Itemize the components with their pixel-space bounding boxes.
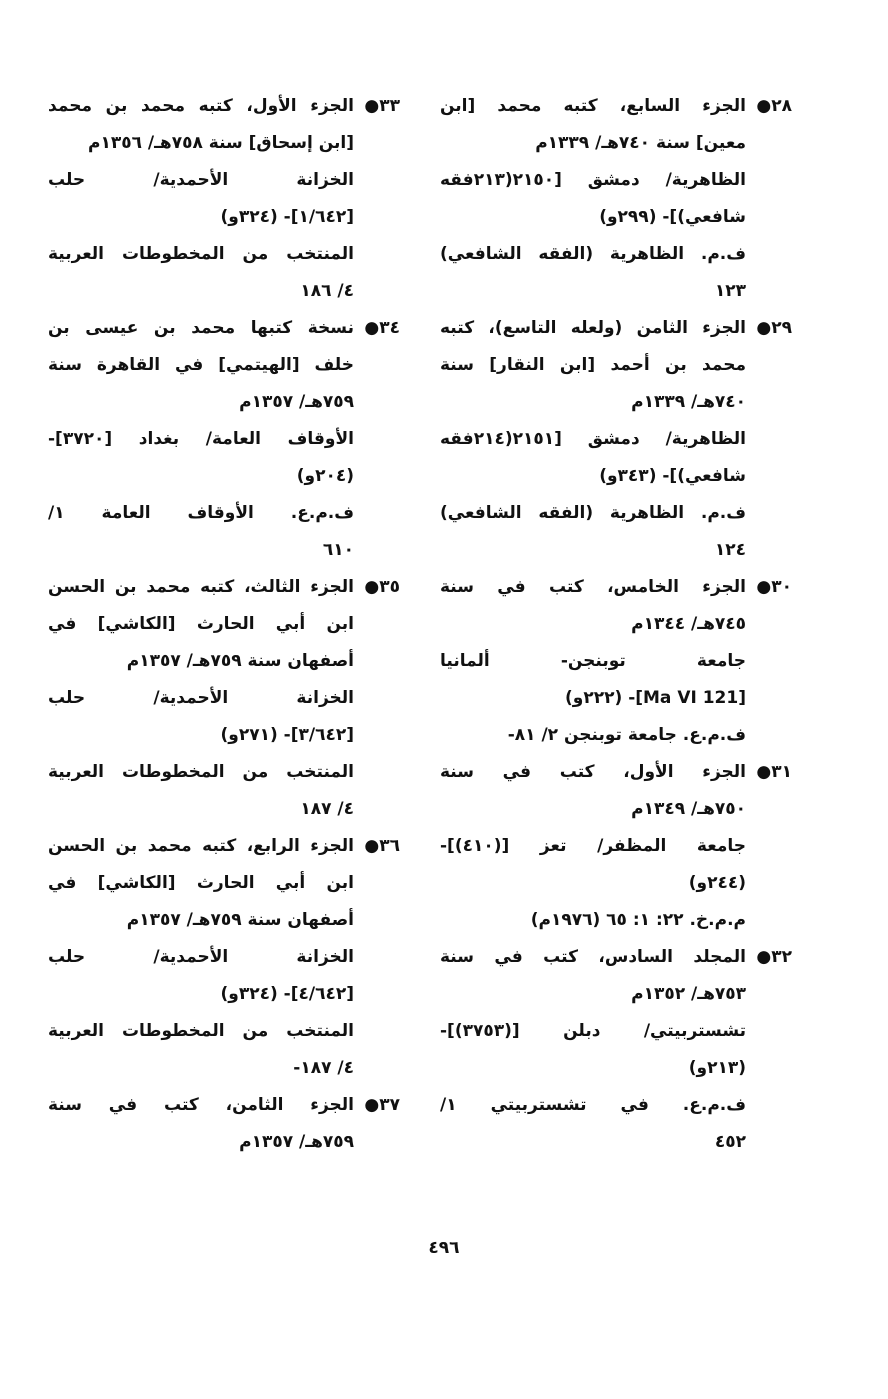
entry-line: الأوقاف العامة/ بغداد [٣٧٢٠]- [48, 429, 354, 449]
catalog-entry [440, 310, 792, 569]
entry-line: الجزء الخامس، كتب في سنة [440, 577, 746, 597]
entry-line: الخزانة الأحمدية/ حلب [48, 688, 354, 708]
entry-line: المنتخب من المخطوطات العربية [48, 244, 354, 264]
entry-line: محمد بن أحمد [ابن النقار] سنة [440, 355, 746, 375]
entry-line: معين] سنة ٧٤٠هـ/ ١٣٣٩م [535, 133, 746, 153]
right-column [440, 88, 792, 1161]
entry-line: ١٢٣ [714, 281, 746, 301]
entry-line: [ابن إسحاق] سنة ٧٥٨هـ/ ١٣٥٦م [87, 133, 354, 153]
entry-line: ٦١٠ [322, 540, 354, 560]
entry-line: [٣/٦٤٢]- (٢٧١و) [220, 725, 354, 745]
entry-line: الجزء الثامن (ولعله التاسع)، كتبه [440, 318, 746, 338]
entry-line: أصفهان سنة ٧٥٩هـ/ ١٣٥٧م [126, 651, 354, 671]
entry-line: المنتخب من المخطوطات العربية [48, 1021, 354, 1041]
entry-line: ٤/ ١٨٧- [293, 1058, 354, 1078]
entry-number: ٣٦● [364, 836, 400, 856]
entry-line: (٢٠٤و) [296, 466, 354, 486]
catalog-entry [48, 88, 400, 310]
entry-line: شافعي)]- (٢٩٩و) [599, 207, 746, 227]
entry-line: [١/٦٤٢]- (٣٢٤و) [220, 207, 354, 227]
entry-line: الظاهرية/ دمشق [٢١٥١(٢١٤فقه [440, 429, 746, 449]
entry-line: المجلد السادس، كتب في سنة [440, 947, 746, 967]
entry-number: ٣٢● [756, 947, 792, 967]
entry-line: ٧٤٥هـ/ ١٣٤٤م [631, 614, 746, 634]
entry-line: الجزء السابع، كتبه محمد [ابن [440, 96, 746, 116]
entry-line: الخزانة الأحمدية/ حلب [48, 170, 354, 190]
entry-line: ف.م. الظاهرية (الفقه الشافعي) [440, 244, 746, 264]
entry-line: م.م.خ. ٢٢: ١: ٦٥ (١٩٧٦م) [530, 910, 746, 930]
entry-line: [٤/٦٤٢]- (٣٢٤و) [220, 984, 354, 1004]
entry-line: الجزء الرابع، كتبه محمد بن الحسن [48, 836, 354, 856]
catalog-entry [48, 828, 400, 1087]
page-number: ٤٩٦ [428, 1238, 460, 1258]
catalog-entry [440, 939, 792, 1161]
entry-number: ٣٠● [756, 577, 792, 597]
left-column [48, 88, 400, 1161]
entry-line: الجزء الثالث، كتبه محمد بن الحسن [48, 577, 354, 597]
catalog-entry [440, 569, 792, 754]
entry-line: نسخة كتبها محمد بن عيسى بن [48, 318, 354, 338]
entry-line: الجزء الأول، كتب في سنة [440, 762, 746, 782]
entry-line: ابن أبي الحارث [الكاشي] في [48, 873, 354, 893]
entry-number: ٣٣● [364, 96, 400, 116]
entry-line: جامعة توبنجن- ألمانيا [440, 651, 746, 671]
entry-line: ٧٥٠هـ/ ١٣٤٩م [631, 799, 746, 819]
entry-line: المنتخب من المخطوطات العربية [48, 762, 354, 782]
entry-line: ف.م.ع. الأوقاف العامة ١/ [48, 503, 354, 523]
catalog-entry [48, 310, 400, 569]
entry-line: الجزء الثامن، كتب في سنة [48, 1095, 354, 1115]
entry-line: ٧٥٩هـ/ ١٣٥٧م [239, 1132, 354, 1152]
entry-line: شافعي)]- (٣٤٣و) [599, 466, 746, 486]
catalog-entry [48, 1087, 400, 1161]
entry-line: ٤٥٢ [714, 1132, 746, 1152]
entry-line: الظاهرية/ دمشق [٢١٥٠(٢١٣فقه [440, 170, 746, 190]
entry-line: ٤/ ١٨٦ [300, 281, 354, 301]
entry-number: ٣٤● [364, 318, 400, 338]
entry-number: ٣٥● [364, 577, 400, 597]
catalog-entry [440, 754, 792, 939]
entry-line: خلف [الهيتمي] في القاهرة سنة [48, 355, 354, 375]
entry-line: ٧٤٠هـ/ ١٣٣٩م [631, 392, 746, 412]
entry-line: ٤/ ١٨٧ [300, 799, 354, 819]
entry-number: ٣١● [756, 762, 792, 782]
entry-line: أصفهان سنة ٧٥٩هـ/ ١٣٥٧م [126, 910, 354, 930]
entry-line: [Ma VI 121]- (٢٢٢و) [565, 688, 746, 708]
entry-line: ٧٥٣هـ/ ١٣٥٢م [631, 984, 746, 1004]
entry-line: الجزء الأول، كتبه محمد بن محمد [48, 96, 354, 116]
entry-line: تشستربيتي/ دبلن [(٣٧٥٣)]- [440, 1021, 746, 1041]
entry-line: جامعة المظفر/ تعز [(٤١٠)]- [440, 836, 746, 856]
entry-line: ١٢٤ [714, 540, 746, 560]
entry-line: (٢١٣و) [688, 1058, 746, 1078]
catalog-entry [48, 569, 400, 828]
entry-line: ف.م.ع. جامعة توبنجن ٢/ ٨١- [507, 725, 746, 745]
entry-number: ٢٨● [756, 96, 792, 116]
entry-line: الخزانة الأحمدية/ حلب [48, 947, 354, 967]
entry-number: ٢٩● [756, 318, 792, 338]
catalog-entry [440, 88, 792, 310]
entry-line: ف.م.ع. في تشستربيتي ١/ [440, 1095, 746, 1115]
entry-line: (٢٤٤و) [688, 873, 746, 893]
entry-line: ٧٥٩هـ/ ١٣٥٧م [239, 392, 354, 412]
entry-line: ف.م. الظاهرية (الفقه الشافعي) [440, 503, 746, 523]
entry-number: ٣٧● [364, 1095, 400, 1115]
entry-line: ابن أبي الحارث [الكاشي] في [48, 614, 354, 634]
